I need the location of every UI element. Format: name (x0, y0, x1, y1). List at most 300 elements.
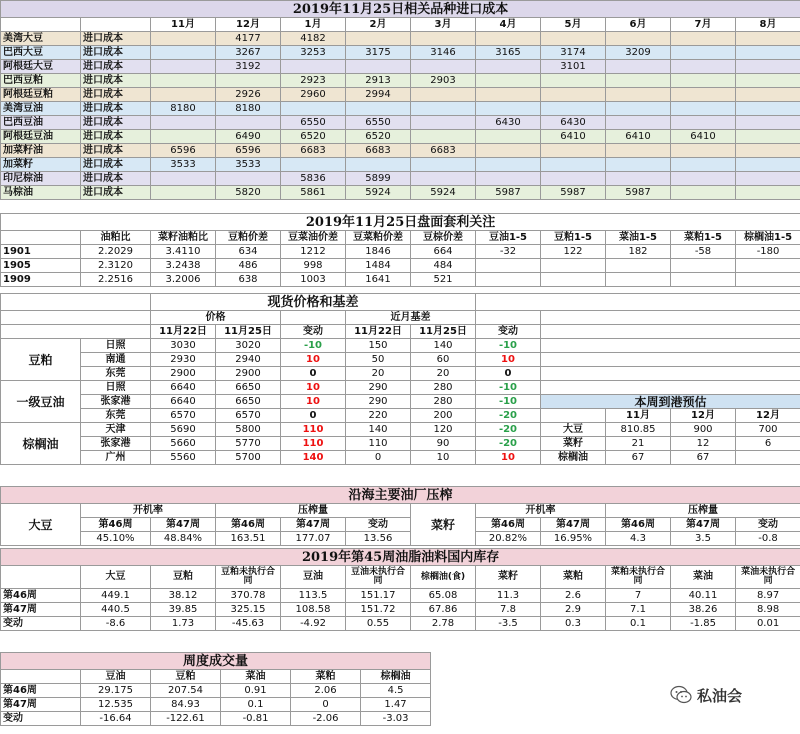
arbitrage-value (736, 273, 800, 287)
cost-value (736, 186, 800, 200)
week-label: 变动 (1, 617, 81, 631)
cost-value: 2960 (281, 88, 346, 102)
month-header: 2月 (346, 18, 411, 32)
crush-table (0, 486, 800, 546)
price-2: 5770 (216, 437, 281, 451)
volume-row (1, 712, 431, 726)
price-2: 2940 (216, 353, 281, 367)
volume-row (1, 684, 431, 698)
cost-value (736, 116, 800, 130)
spot-blank (1, 325, 151, 339)
import-cost-row (1, 60, 800, 74)
cost-value: 4177 (216, 32, 281, 46)
cost-value (736, 32, 800, 46)
arbitrage-value (671, 273, 736, 287)
volume-header: 豆粕 (151, 670, 221, 684)
spot-blank (1, 311, 151, 325)
crush-section (0, 486, 800, 546)
cost-value (736, 130, 800, 144)
inventory-value: 370.78 (216, 589, 281, 603)
cost-value (476, 144, 541, 158)
inventory-header: 菜油 (671, 566, 736, 589)
cost-value: 5987 (476, 186, 541, 200)
port-value (736, 451, 800, 465)
crush-soy-vol-46: 163.51 (216, 532, 281, 546)
port-month: 12月 (671, 409, 736, 423)
inventory-title: 2019年第45周油脂油料国内库存 (1, 549, 800, 566)
arbitrage-value (736, 259, 800, 273)
spot-blank (476, 311, 541, 325)
arbitrage-value: 484 (411, 259, 476, 273)
arbitrage-row (1, 245, 800, 259)
inventory-header: 豆油未执行合同 (346, 566, 411, 589)
spot-row (1, 409, 800, 423)
cost-value (151, 88, 216, 102)
inventory-value: 113.5 (281, 589, 346, 603)
spot-blank (541, 325, 800, 339)
cost-value: 6410 (606, 130, 671, 144)
cost-value: 3209 (606, 46, 671, 60)
inventory-header-row (1, 566, 800, 589)
cost-value: 3101 (541, 60, 606, 74)
cost-value: 5987 (606, 186, 671, 200)
spot-blank (541, 339, 800, 353)
arbitrage-value: 3.4110 (151, 245, 216, 259)
spot-table (0, 293, 800, 465)
arbitrage-value: 634 (216, 245, 281, 259)
cost-label: 进口成本 (81, 158, 151, 172)
cost-value (151, 130, 216, 144)
import-cost-title: 2019年11月25日相关品种进口成本 (1, 1, 800, 18)
cost-value (411, 102, 476, 116)
arbitrage-value: 1212 (281, 245, 346, 259)
volume-value: -0.81 (221, 712, 291, 726)
cost-value (606, 88, 671, 102)
volume-table (0, 652, 431, 726)
cost-value: 6596 (151, 144, 216, 158)
arbitrage-row (1, 259, 800, 273)
week-label: 第47周 (1, 698, 81, 712)
crush-soy-vol-change: 13.56 (346, 532, 411, 546)
cost-value (151, 60, 216, 74)
cost-value (476, 32, 541, 46)
cost-value (541, 158, 606, 172)
month-header: 6月 (606, 18, 671, 32)
arbitrage-value: 182 (606, 245, 671, 259)
inventory-value: -1.85 (671, 617, 736, 631)
crush-soy-vol-label: 压榨量 (216, 504, 411, 518)
price-change: 110 (281, 437, 346, 451)
arbitrage-section (0, 213, 800, 287)
cost-value (151, 74, 216, 88)
inventory-value: 108.58 (281, 603, 346, 617)
inventory-value: -4.92 (281, 617, 346, 631)
cost-value: 2903 (411, 74, 476, 88)
wechat-icon (670, 684, 692, 706)
cost-value: 3174 (541, 46, 606, 60)
crush-soy-label: 大豆 (1, 504, 81, 546)
cost-value (346, 60, 411, 74)
price-change: 10 (281, 381, 346, 395)
crush-soy-vol-w47: 第47周 (281, 518, 346, 532)
arbitrage-value: 486 (216, 259, 281, 273)
cost-value (736, 144, 800, 158)
crush-rape-vol-change: -0.8 (736, 532, 800, 546)
arbitrage-value: 2.3120 (81, 259, 151, 273)
price-1: 5660 (151, 437, 216, 451)
inventory-table (0, 548, 800, 631)
port-value: 67 (671, 451, 736, 465)
month-header: 12月 (216, 18, 281, 32)
volume-row (1, 698, 431, 712)
commodity-name: 印尼棕油 (1, 172, 81, 186)
spot-city: 日照 (81, 339, 151, 353)
price-1: 2900 (151, 367, 216, 381)
port-title: 本周到港预估 (541, 395, 800, 409)
cost-value: 6430 (541, 116, 606, 130)
cost-value (411, 32, 476, 46)
basis-2: 10 (411, 451, 476, 465)
inventory-header: 菜籽 (476, 566, 541, 589)
arbitrage-value: 1846 (346, 245, 411, 259)
inventory-header: 豆粕未执行合同 (216, 566, 281, 589)
month-header: 1月 (281, 18, 346, 32)
cost-value (736, 88, 800, 102)
arbitrage-value: -32 (476, 245, 541, 259)
spot-row (1, 451, 800, 465)
arbitrage-header: 菜粕1-5 (671, 231, 736, 245)
port-commodity: 菜籽 (541, 437, 606, 451)
arbitrage-header: 菜籽油粕比 (151, 231, 216, 245)
price-change: 110 (281, 423, 346, 437)
spot-section (0, 293, 800, 465)
inventory-value: 151.72 (346, 603, 411, 617)
cost-value: 6520 (281, 130, 346, 144)
volume-title: 周度成交量 (1, 653, 431, 670)
arbitrage-header: 菜油1-5 (606, 231, 671, 245)
cost-value: 6550 (346, 116, 411, 130)
port-month: 12月 (736, 409, 800, 423)
cost-value (736, 158, 800, 172)
spot-title-blank (1, 294, 151, 311)
cost-value (476, 130, 541, 144)
cost-value (281, 102, 346, 116)
commodity-name: 阿根廷豆粕 (1, 88, 81, 102)
basis-change: -20 (476, 409, 541, 423)
commodity-name: 阿根廷豆油 (1, 130, 81, 144)
cost-value (736, 102, 800, 116)
price-date-2: 11月25日 (216, 325, 281, 339)
cost-value: 3267 (216, 46, 281, 60)
arbitrage-value: 664 (411, 245, 476, 259)
inventory-header: 大豆 (81, 566, 151, 589)
commodity-name: 巴西豆粕 (1, 74, 81, 88)
cost-value (151, 186, 216, 200)
inventory-value: 40.11 (671, 589, 736, 603)
contract-label: 1901 (1, 245, 81, 259)
price-change: 10 (281, 395, 346, 409)
cost-label: 进口成本 (81, 102, 151, 116)
basis-2: 200 (411, 409, 476, 423)
cost-value (281, 158, 346, 172)
week-label: 变动 (1, 712, 81, 726)
basis-1: 110 (346, 437, 411, 451)
commodity-name: 加菜籽 (1, 158, 81, 172)
cost-value (476, 158, 541, 172)
price-1: 3030 (151, 339, 216, 353)
basis-change: -20 (476, 423, 541, 437)
cost-value (541, 144, 606, 158)
cost-value: 5820 (216, 186, 281, 200)
cost-label: 进口成本 (81, 32, 151, 46)
cost-value (671, 46, 736, 60)
cost-value: 6550 (281, 116, 346, 130)
cost-value (541, 32, 606, 46)
volume-value: 1.47 (361, 698, 431, 712)
crush-rape-util-label: 开机率 (476, 504, 606, 518)
cost-value (151, 116, 216, 130)
inventory-header: 菜油未执行合同 (736, 566, 800, 589)
crush-rape-vol-w46: 第46周 (606, 518, 671, 532)
volume-header: 菜粕 (291, 670, 361, 684)
import-cost-row (1, 88, 800, 102)
arbitrage-value (541, 273, 606, 287)
cost-value: 5987 (541, 186, 606, 200)
volume-header: 菜油 (221, 670, 291, 684)
arbitrage-value (476, 273, 541, 287)
price-date-1: 11月22日 (151, 325, 216, 339)
inventory-value: 2.6 (541, 589, 606, 603)
volume-value: 2.06 (291, 684, 361, 698)
cost-value (411, 88, 476, 102)
spot-header-row (1, 311, 800, 325)
spot-row (1, 381, 800, 395)
port-commodity: 棕榈油 (541, 451, 606, 465)
cost-label: 进口成本 (81, 88, 151, 102)
month-header: 4月 (476, 18, 541, 32)
inventory-value: 2.9 (541, 603, 606, 617)
inventory-value: -3.5 (476, 617, 541, 631)
arbitrage-header: 油粕比 (81, 231, 151, 245)
cost-value (216, 74, 281, 88)
volume-value: 4.5 (361, 684, 431, 698)
cost-value (411, 158, 476, 172)
cost-value: 5899 (346, 172, 411, 186)
volume-value: -16.64 (81, 712, 151, 726)
month-header: 11月 (151, 18, 216, 32)
cost-value: 6683 (281, 144, 346, 158)
commodity-name: 美湾豆油 (1, 102, 81, 116)
cost-value: 6683 (346, 144, 411, 158)
cost-value: 3175 (346, 46, 411, 60)
inventory-value: 38.26 (671, 603, 736, 617)
crush-rape-w47: 第47周 (541, 518, 606, 532)
cost-value (346, 102, 411, 116)
week-label: 第46周 (1, 589, 81, 603)
price-2: 5700 (216, 451, 281, 465)
crush-rape-change: 变动 (736, 518, 800, 532)
import-cost-row (1, 144, 800, 158)
arbitrage-value: 521 (411, 273, 476, 287)
cost-value (671, 144, 736, 158)
arbitrage-header: 豆菜油价差 (281, 231, 346, 245)
crush-soy-vol-47: 177.07 (281, 532, 346, 546)
basis-1: 0 (346, 451, 411, 465)
arbitrage-value: 3.2438 (151, 259, 216, 273)
arbitrage-header: 豆菜粕价差 (346, 231, 411, 245)
spot-row (1, 367, 800, 381)
port-value: 900 (671, 423, 736, 437)
arbitrage-header: 豆棕价差 (411, 231, 476, 245)
inventory-row (1, 589, 800, 603)
price-1: 6570 (151, 409, 216, 423)
volume-header-row (1, 670, 431, 684)
cost-value: 5836 (281, 172, 346, 186)
basis-1: 150 (346, 339, 411, 353)
cost-label: 进口成本 (81, 144, 151, 158)
basis-change: 0 (476, 367, 541, 381)
cost-value: 3146 (411, 46, 476, 60)
price-change: 140 (281, 451, 346, 465)
crush-rape-vol-47: 3.5 (671, 532, 736, 546)
basis-date-1: 11月22日 (346, 325, 411, 339)
crush-rape-vol-46: 4.3 (606, 532, 671, 546)
inventory-value: 8.97 (736, 589, 800, 603)
price-change-label: 变动 (281, 325, 346, 339)
port-value: 810.85 (606, 423, 671, 437)
spot-blank (541, 353, 800, 367)
spot-blank (541, 311, 800, 325)
crush-soy-util-47: 48.84% (151, 532, 216, 546)
cost-value: 5924 (346, 186, 411, 200)
contract-label: 1905 (1, 259, 81, 273)
spot-row (1, 353, 800, 367)
cost-value (476, 102, 541, 116)
price-change: -10 (281, 339, 346, 353)
cost-label: 进口成本 (81, 116, 151, 130)
cost-value (216, 116, 281, 130)
inventory-value: 0.01 (736, 617, 800, 631)
basis-change: -10 (476, 339, 541, 353)
cost-value (476, 88, 541, 102)
cost-value: 6430 (476, 116, 541, 130)
month-header-row (1, 18, 800, 32)
price-1: 5560 (151, 451, 216, 465)
spot-title-blank (476, 294, 800, 311)
cost-value: 6683 (411, 144, 476, 158)
basis-change: 10 (476, 451, 541, 465)
cost-value: 4182 (281, 32, 346, 46)
spot-title: 现货价格和基差 (151, 294, 476, 311)
arbitrage-value: 122 (541, 245, 606, 259)
spot-city: 东莞 (81, 367, 151, 381)
spot-city: 广州 (81, 451, 151, 465)
cost-label: 进口成本 (81, 172, 151, 186)
inventory-value: 1.73 (151, 617, 216, 631)
spot-title-row (1, 294, 800, 311)
week-label: 第47周 (1, 603, 81, 617)
cost-value (671, 158, 736, 172)
cost-value: 3253 (281, 46, 346, 60)
cost-value: 3165 (476, 46, 541, 60)
arbitrage-row (1, 273, 800, 287)
basis-change: -10 (476, 381, 541, 395)
spot-city: 张家港 (81, 437, 151, 451)
commodity-name: 巴西豆油 (1, 116, 81, 130)
cost-value (411, 60, 476, 74)
cost-value (606, 158, 671, 172)
basis-2: 60 (411, 353, 476, 367)
inventory-header: 豆油 (281, 566, 346, 589)
volume-value: 12.535 (81, 698, 151, 712)
inventory-value: 449.1 (81, 589, 151, 603)
cost-value (411, 116, 476, 130)
spot-blank (541, 367, 800, 381)
cost-value (151, 32, 216, 46)
price-2: 6650 (216, 381, 281, 395)
cost-value (606, 102, 671, 116)
basis-2: 140 (411, 339, 476, 353)
cost-value (671, 102, 736, 116)
volume-value: 0.91 (221, 684, 291, 698)
spot-group-name: 豆粕 (1, 339, 81, 381)
arbitrage-header (1, 231, 81, 245)
price-2: 5800 (216, 423, 281, 437)
spot-group-name: 棕榈油 (1, 423, 81, 465)
basis-change: 10 (476, 353, 541, 367)
cost-label: 进口成本 (81, 74, 151, 88)
cost-value (541, 88, 606, 102)
import-cost-row (1, 102, 800, 116)
cost-value (411, 130, 476, 144)
arbitrage-value (541, 259, 606, 273)
cost-value (476, 172, 541, 186)
basis-1: 140 (346, 423, 411, 437)
month-header: 8月 (736, 18, 800, 32)
inventory-value: 67.86 (411, 603, 476, 617)
price-1: 2930 (151, 353, 216, 367)
arbitrage-value: 638 (216, 273, 281, 287)
crush-soy-util-label: 开机率 (81, 504, 216, 518)
basis-2: 90 (411, 437, 476, 451)
volume-value: 0.1 (221, 698, 291, 712)
inventory-row (1, 603, 800, 617)
arbitrage-value (671, 259, 736, 273)
inventory-value: 39.85 (151, 603, 216, 617)
price-1: 6640 (151, 395, 216, 409)
arbitrage-value (476, 259, 541, 273)
import-cost-row (1, 74, 800, 88)
import-cost-table (0, 0, 800, 200)
cost-value (281, 60, 346, 74)
port-month: 11月 (606, 409, 671, 423)
crush-rape-label: 菜籽 (411, 504, 476, 546)
cost-label: 进口成本 (81, 46, 151, 60)
cost-value: 2923 (281, 74, 346, 88)
arbitrage-header: 豆粕1-5 (541, 231, 606, 245)
cost-value (411, 172, 476, 186)
basis-2: 280 (411, 381, 476, 395)
cost-value (736, 74, 800, 88)
inventory-value: 325.15 (216, 603, 281, 617)
inventory-value: 0.3 (541, 617, 606, 631)
commodity-name: 美湾大豆 (1, 32, 81, 46)
arbitrage-value (606, 259, 671, 273)
arbitrage-value: -180 (736, 245, 800, 259)
spot-row (1, 395, 800, 409)
spot-city: 南通 (81, 353, 151, 367)
crush-rape-vol-label: 压榨量 (606, 504, 800, 518)
